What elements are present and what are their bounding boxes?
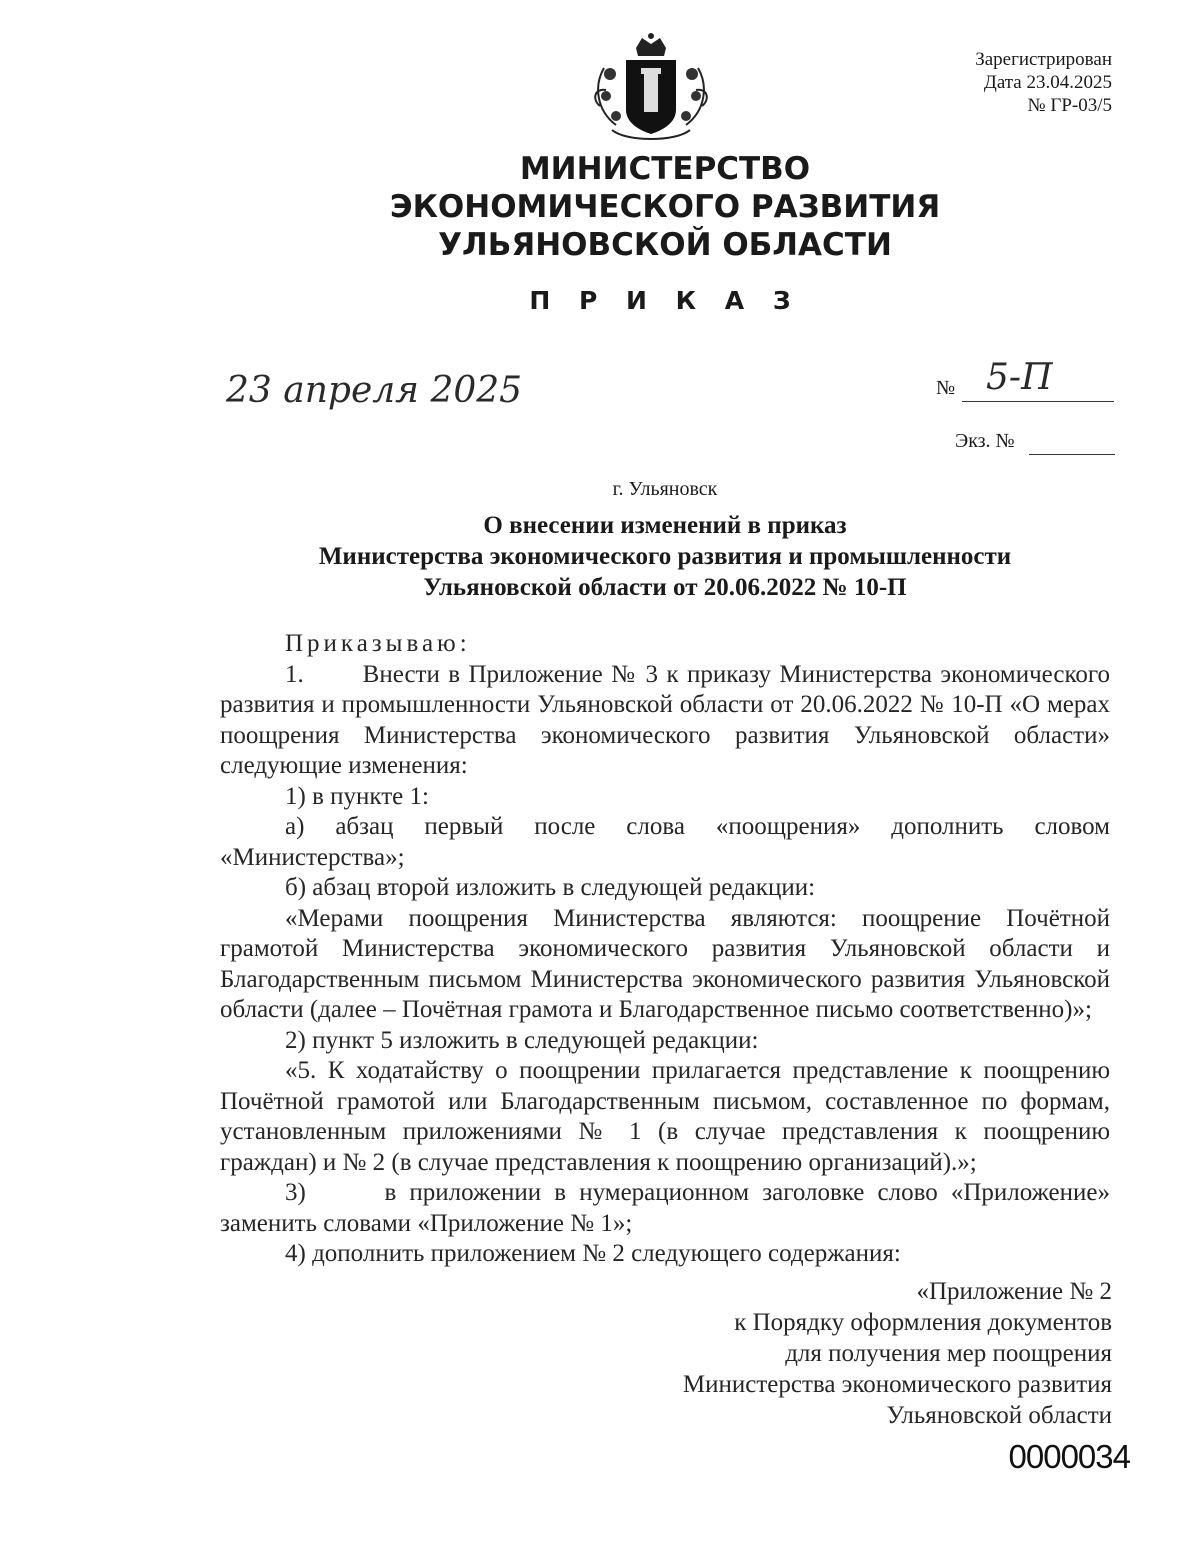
paragraph-1-1: 1) в пункте 1: [285, 782, 429, 810]
registration-stamp [975, 48, 1112, 117]
coat-of-arms-icon [586, 30, 716, 148]
document-type: П Р И К А З [529, 286, 801, 315]
appendix-line-3: для получения мер поощрения [785, 1340, 1112, 1367]
appendix-line-5: Ульяновской области [886, 1402, 1112, 1429]
subject-line-1: О внесении изменений в приказ [483, 512, 847, 539]
paragraph-1-3: 3) в приложении в нумерационном заголовке слово «Приложение» заменить словами «Приложение № 1»; [220, 1179, 1117, 1237]
copy-number-label: Экз. № [955, 430, 1015, 452]
appendix-line-1: «Приложение № 2 [916, 1278, 1112, 1305]
page-code: 0000034 [1008, 1438, 1130, 1475]
ministry-name [0, 150, 1200, 264]
city: г. Ульяновск [612, 478, 718, 500]
appendix-line-2: к Порядку оформления документов [734, 1309, 1112, 1336]
order-number-handwritten: 5-П [986, 357, 1053, 398]
ministry-line-2: ЭКОНОМИЧЕСКОГО РАЗВИТИЯ [389, 189, 941, 225]
order-subject [0, 510, 1200, 603]
paragraph-1-1-b: б) абзац второй изложить в следующей редакции: [285, 874, 816, 901]
appendix-header [683, 1276, 1112, 1431]
copy-number-underline [1029, 454, 1115, 455]
registration-status: Зарегистрирован [975, 49, 1112, 70]
appendix-line-4: Министерства экономического развития [682, 1371, 1112, 1398]
order-number [936, 357, 1114, 402]
number-sign: № [936, 377, 956, 399]
paragraph-quote-1: «Мерами поощрения Министерства являются: поощрение Почётной грамотой Министерства экономического развития Ульяновской области и Благодарственным письмом Министерства экономического развития Ульяновской области (далее – Почётная грамота и Благодарственное письмо соответственно)»; [220, 904, 1110, 1023]
registration-date: Дата 23.04.2025 [983, 72, 1112, 93]
paragraph-1-1-a: а) абзац первый после слова «поощрения» дополнить словом «Министерства»; [220, 813, 1110, 871]
subject-line-3: Ульяновской области от 20.06.2022 № 10-П [423, 574, 907, 601]
paragraph-1-2: 2) пункт 5 изложить в следующей редакции: [285, 1026, 759, 1054]
paragraph-1-4: 4) дополнить приложением № 2 следующего содержания: [285, 1240, 901, 1267]
paragraph-quote-2: «5. К ходатайству о поощрении прилагается представление к поощрению Почётной грамотой или Благодарственным письмом, составленное по формам, установленным приложениями № 1 (в случае представления к поощрению граждан) и № 2 (в случае представления к поощрению организаций).»; [220, 1057, 1110, 1176]
number-underline [962, 401, 1114, 402]
paragraph-1: 1. Внести в Приложение № 3 к приказу Министерства экономического развития и промышленности Ульяновской области от 20.06.2022 № 10-П «О мерах поощрения Министерства экономического развития Ульяновской области» следующие изменения: [220, 660, 1117, 779]
order-date-handwritten: 23 апреля 2025 [226, 370, 523, 411]
ministry-line-1: МИНИСТЕРСТВО [519, 151, 811, 187]
order-directive: Приказываю: [285, 630, 471, 657]
order-body [220, 629, 1117, 1270]
copy-number [955, 430, 1115, 456]
ministry-line-3: УЛЬЯНОВСКОЙ ОБЛАСТИ [438, 227, 892, 263]
registration-number: № ГР-03/5 [1027, 95, 1112, 116]
subject-line-2: Министерства экономического развития и промышленности [318, 543, 1012, 570]
